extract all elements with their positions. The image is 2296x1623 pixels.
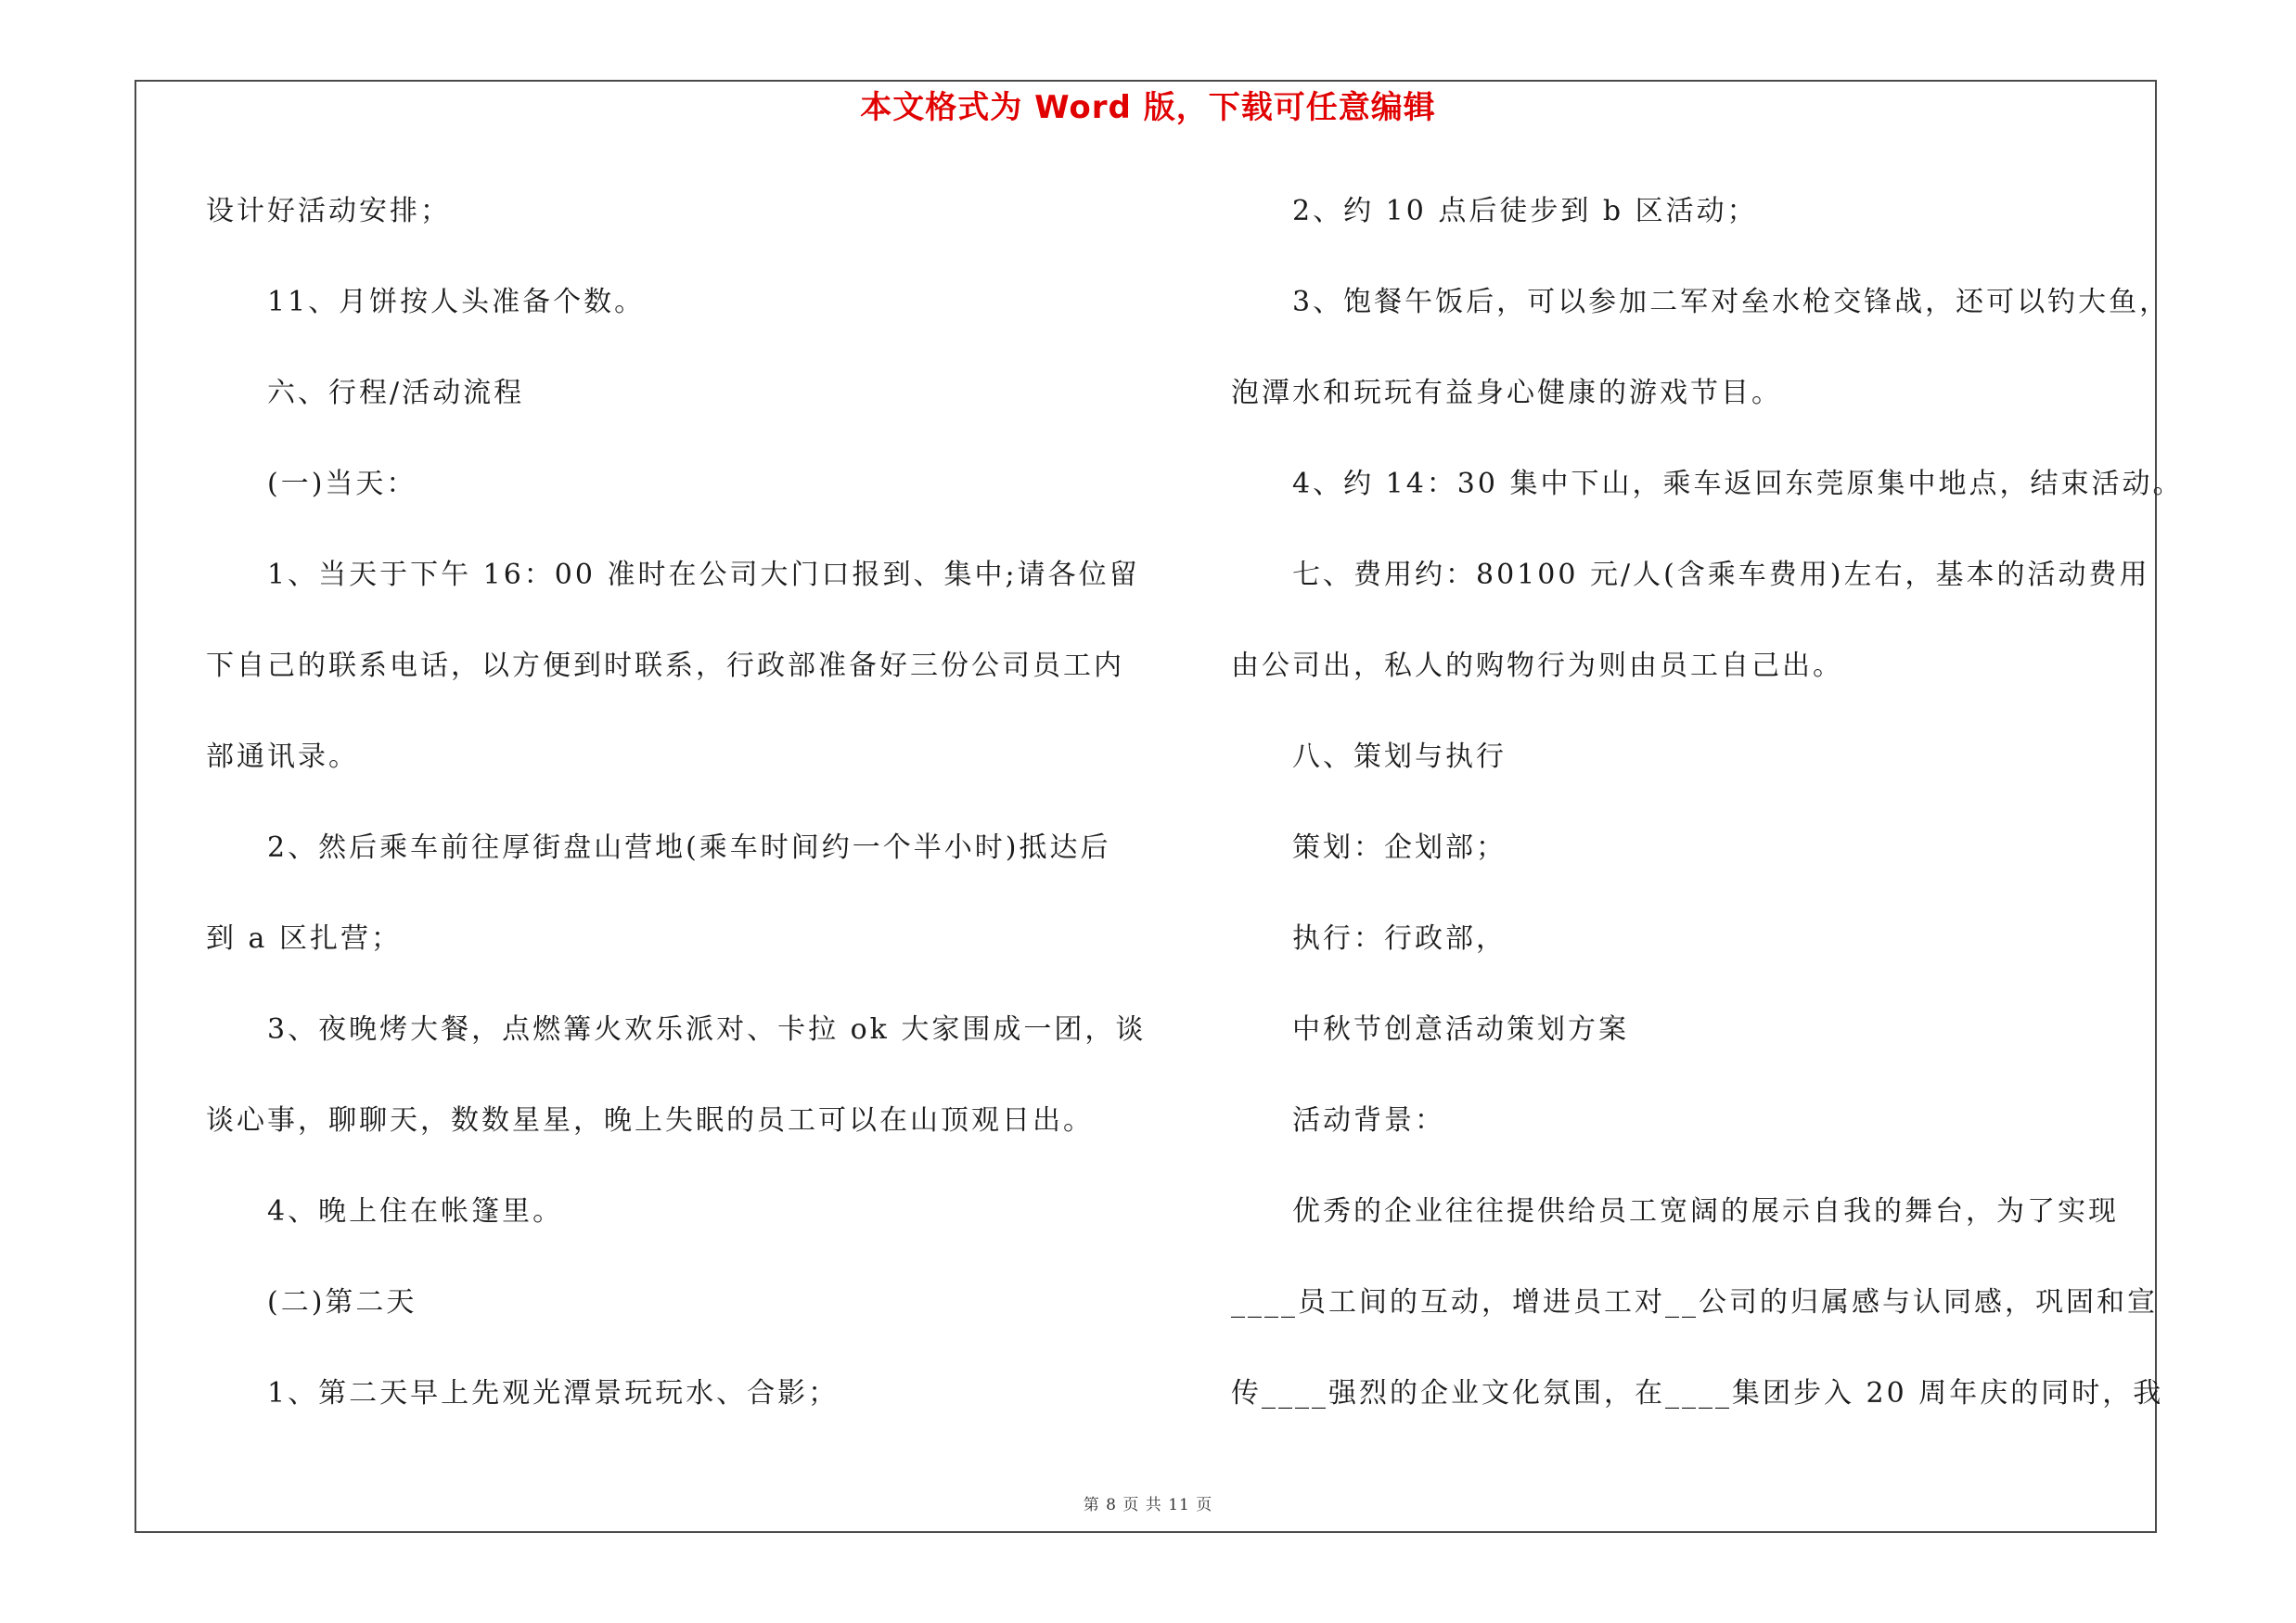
text-line: 1、当天于下午 16：00 准时在公司大门口报到、集中;请各位留 bbox=[267, 559, 1140, 591]
text-line: 六、行程/活动流程 bbox=[267, 377, 525, 409]
page-number-footer: 第 8 页 共 11 页 bbox=[1083, 1496, 1213, 1514]
text-line: 七、费用约：80100 元/人(含乘车费用)左右，基本的活动费用 bbox=[1292, 559, 2150, 591]
left-text-column bbox=[206, 184, 1147, 1457]
text-line: 到 a 区扎营； bbox=[206, 922, 402, 955]
text-line: 3、饱餐午饭后，可以参加二军对垒水枪交锋战，还可以钓大鱼， bbox=[1292, 286, 2171, 318]
format-notice-banner: 本文格式为 Word 版，下载可任意编辑 bbox=[860, 89, 1436, 126]
text-line: 中秋节创意活动策划方案 bbox=[1292, 1013, 1629, 1046]
text-line: 下自己的联系电话，以方便到时联系，行政部准备好三份公司员工内 bbox=[206, 650, 1124, 682]
text-line: 优秀的企业往往提供给员工宽阔的展示自我的舞台，为了实现 bbox=[1292, 1195, 2119, 1228]
text-line: 策划：企划部； bbox=[1292, 831, 1507, 864]
text-line: 由公司出，私人的购物行为则由员工自己出。 bbox=[1231, 650, 1843, 682]
text-line: (一)当天： bbox=[267, 468, 417, 500]
text-line: 泡潭水和玩玩有益身心健康的游戏节目。 bbox=[1231, 377, 1782, 409]
text-line: 1、第二天早上先观光潭景玩玩水、合影； bbox=[267, 1377, 840, 1410]
text-line: 活动背景： bbox=[1292, 1104, 1445, 1137]
text-line: 4、约 14：30 集中下山，乘车返回东莞原集中地点，结束活动。 bbox=[1292, 468, 2184, 500]
text-line: 2、约 10 点后徒步到 b 区活动； bbox=[1292, 195, 1758, 227]
text-line: (二)第二天 bbox=[267, 1286, 417, 1319]
text-line: ____员工间的互动，增进员工对__公司的归属感与认同感，巩固和宣 bbox=[1231, 1286, 2158, 1319]
text-line: 设计好活动安排； bbox=[206, 195, 451, 227]
right-text-column bbox=[1231, 184, 2184, 1457]
text-line: 11、月饼按人头准备个数。 bbox=[267, 286, 646, 318]
text-line: 部通讯录。 bbox=[206, 741, 359, 773]
text-line: 3、夜晚烤大餐，点燃篝火欢乐派对、卡拉 ok 大家围成一团，谈 bbox=[267, 1013, 1147, 1046]
text-line: 4、晚上住在帐篷里。 bbox=[267, 1195, 564, 1228]
text-line: 传____强烈的企业文化氛围，在____集团步入 20 周年庆的同时，我 bbox=[1231, 1377, 2164, 1410]
text-line: 谈心事，聊聊天，数数星星，晚上失眠的员工可以在山顶观日出。 bbox=[206, 1104, 1094, 1137]
text-line: 2、然后乘车前往厚街盘山营地(乘车时间约一个半小时)抵达后 bbox=[267, 831, 1111, 864]
text-line: 执行：行政部， bbox=[1292, 922, 1507, 955]
text-line: 八、策划与执行 bbox=[1292, 741, 1507, 773]
